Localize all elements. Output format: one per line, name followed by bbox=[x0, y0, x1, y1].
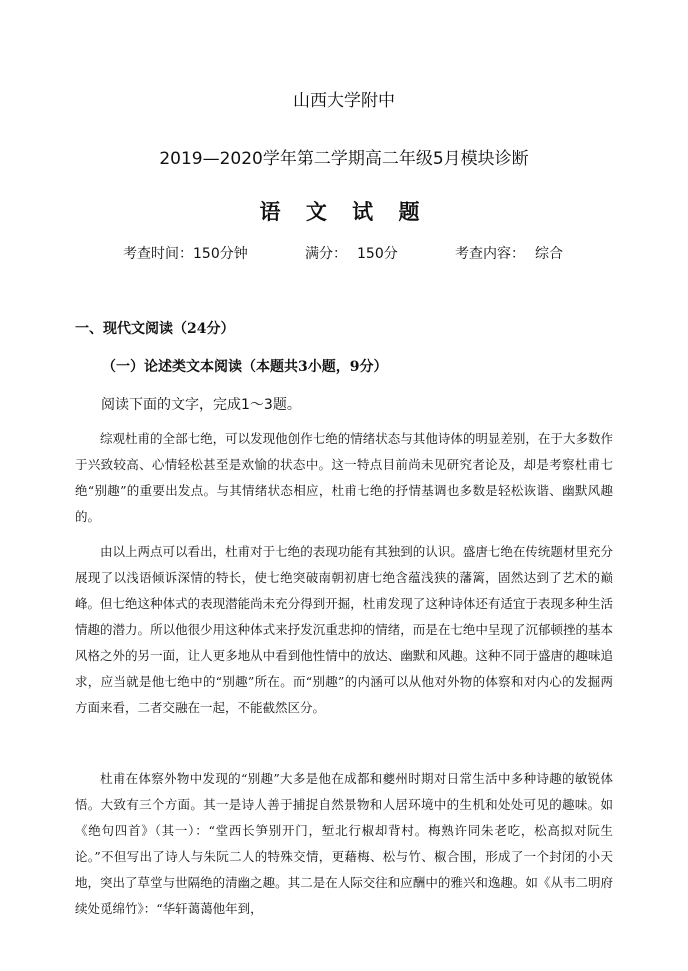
subsection-heading: （一）论述类文本阅读（本题共3小题，9分） bbox=[102, 359, 388, 375]
full-score-value: 150分 bbox=[357, 246, 398, 262]
exam-time-label: 考查时间： bbox=[123, 246, 193, 262]
passage-paragraph-3: 杜甫在体察外物中发现的“别趣”大多是他在成都和夔州时期对日常生活中多种诗趣的敏锐体悟。大致有三个方面。其一是诗人善于捕捉自然景物和人居环境中的生机和处处可见的趣味。如《绝句四首》（其一）：“堂西长笋别开门，堑北行椒却背村。梅熟许同朱老吃，松高拟对阮生论。”不但写出了诗人与朱阮二人的特殊交情，更藉梅、松与竹、椒合围，形成了一个封闭的小天地，突出了草堂与世隔绝的清幽之趣。其二是在人际交往和应酬中的雅兴和逸趣。如《从韦二明府续处觅绵竹》：“华轩蔼蔼他年到， bbox=[75, 771, 613, 916]
exam-content-info bbox=[455, 243, 563, 263]
full-score-label: 满分： bbox=[305, 246, 347, 262]
exam-content-value: 综合 bbox=[535, 246, 563, 262]
exam-content-label: 考查内容： bbox=[455, 246, 525, 262]
full-score-info bbox=[305, 243, 398, 263]
reading-instruction: 阅读下面的文字，完成1～3题。 bbox=[101, 397, 301, 413]
passage-paragraph-2: 由以上两点可以看出，杜甫对于七绝的表现功能有其独到的认识。盛唐七绝在传统题材里充分展现了以浅语倾诉深情的特长，使七绝突破南朝初唐七绝含蕴浅狭的藩篱，固然达到了艺术的巅峰。但七绝这种体式的表现潜能尚未充分得到开掘，杜甫发现了这种诗体还有适宜于表现多种生活情趣的潜力。所以他很少用这种体式来抒发沉重悲抑的情绪，而是在七绝中呈现了沉郁顿挫的基本风格之外的另一面，让人更多地从中看到他性情中的放达、幽默和风趣。这种不同于盛唐的趣味追求，应当就是他七绝中的“别趣”所在。而“别趣”的内涵可以从他对外物的体察和对内心的发掘两方面来看，二者交融在一起，不能截然区分。 bbox=[75, 544, 613, 715]
exam-time-info bbox=[123, 243, 248, 263]
exam-time-value: 150分钟 bbox=[193, 246, 248, 262]
section-heading: 一、现代文阅读（24分） bbox=[75, 321, 235, 337]
school-name: 山西大学附中 bbox=[293, 91, 395, 111]
passage-paragraph-1: 综观杜甫的全部七绝，可以发现他创作七绝的情绪状态与其他诗体的明显差别，在于大多数作于兴致较高、心情轻松甚至是欢愉的状态中。这一特点目前尚未见研究者论及，却是考察杜甫七绝“别趣”的重要出发点。与其情绪状态相应，杜甫七绝的抒情基调也多数是轻松诙谐、幽默风趣的。 bbox=[75, 431, 613, 524]
exam-term-title: 2019—2020学年第二学期高二年级5月模块诊断 bbox=[159, 149, 529, 169]
subject-title: 语 文 试 题 bbox=[259, 199, 429, 224]
